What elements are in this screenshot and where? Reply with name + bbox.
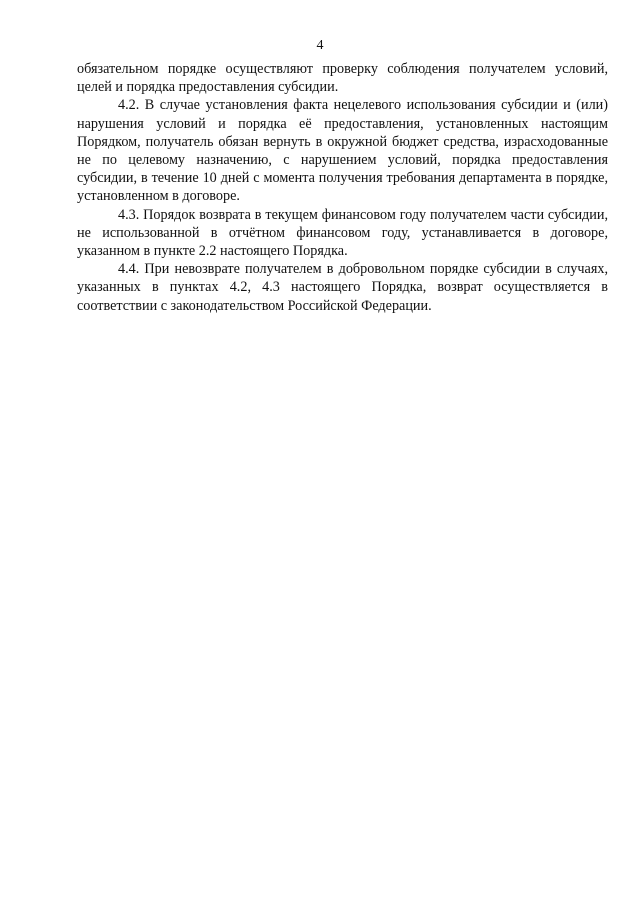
page-number: 4	[316, 38, 324, 53]
paragraph-4-3: 4.3. Порядок возврата в текущем финансовом году получателем части субсидии, не использованной в отчётном финансовом году, устанавливается в договоре, указанном в пункте 2.2 настоящего Порядка.	[77, 206, 608, 260]
paragraph-continuation: обязательном порядке осуществляют проверку соблюдения получателем условий, целей и порядка предоставления субсидии.	[77, 61, 608, 96]
document-body	[77, 60, 608, 315]
paragraph-4-2: 4.2. В случае установления факта нецелевого использования субсидии и (или) нарушения условий и порядка её предоставления, установленных настоящим Порядком, получатель обязан вернуть в окружной бюджет средства, израсходованные не по целевому назначению, с нарушением условий, порядка предоставления субсидии, в течение 10 дней с момента получения требования департамента в порядке, установленном в договоре.	[77, 97, 608, 205]
paragraph-4-4: 4.4. При невозврате получателем в добровольном порядке субсидии в случаях, указанных в пунктах 4.2, 4.3 настоящего Порядка, возврат осуществляется в соответствии с законодательством Российской Федерации.	[77, 261, 608, 314]
